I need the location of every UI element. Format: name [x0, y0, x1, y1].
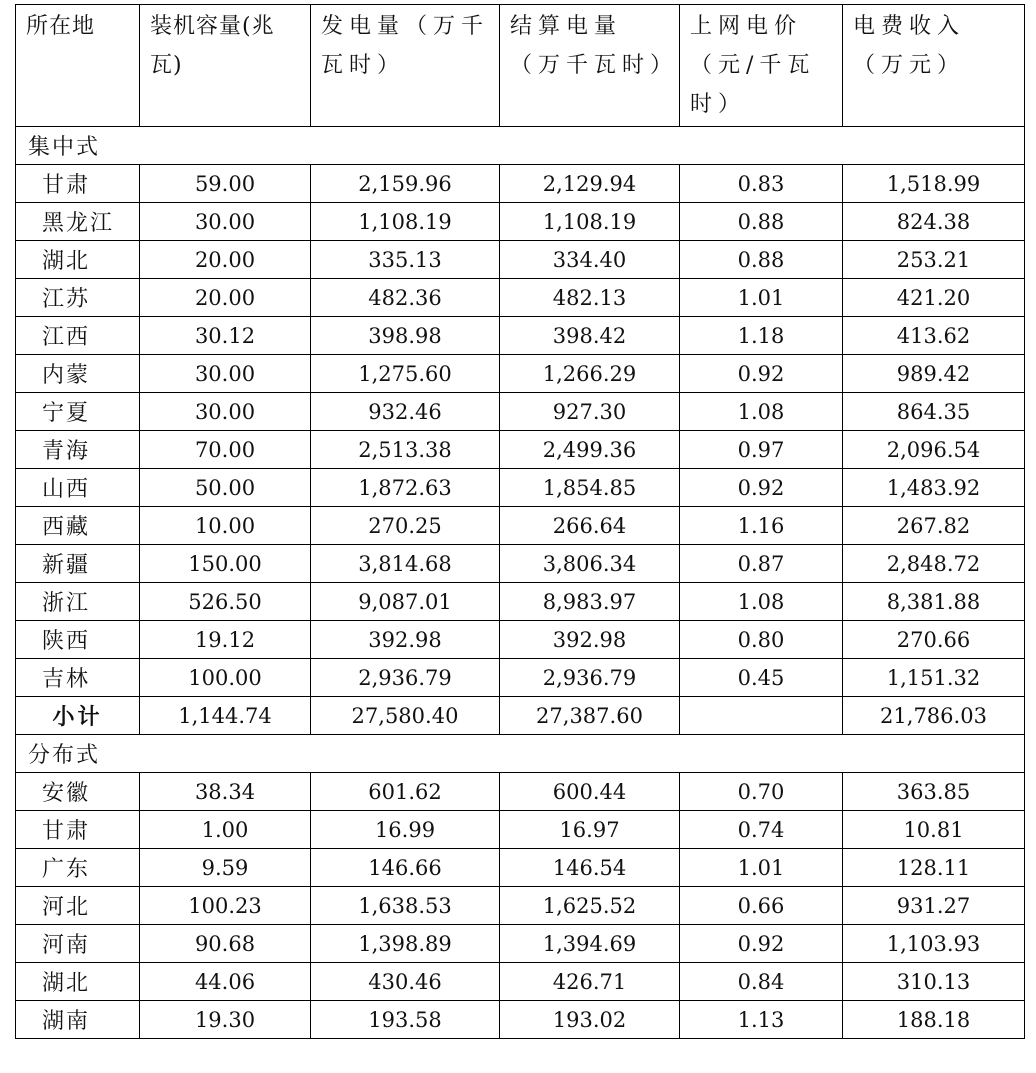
- cell-grid-price: 0.97: [680, 431, 843, 469]
- cell-grid-price: 0.88: [680, 241, 843, 279]
- cell-capacity: 44.06: [140, 963, 311, 1001]
- cell-location: 山西: [16, 469, 140, 507]
- power-station-table: [15, 4, 1025, 1039]
- cell-grid-price: 1.08: [680, 583, 843, 621]
- header-generation: 发电量（万千瓦时）: [311, 5, 500, 127]
- cell-location: 江苏: [16, 279, 140, 317]
- cell-settled-energy: 16.97: [500, 811, 680, 849]
- cell-grid-price: 1.01: [680, 279, 843, 317]
- cell-location: 江西: [16, 317, 140, 355]
- cell-settled-energy: 600.44: [500, 773, 680, 811]
- cell-settled-energy: 3,806.34: [500, 545, 680, 583]
- cell-location: 宁夏: [16, 393, 140, 431]
- table-row: [16, 811, 1025, 849]
- cell-grid-price: [680, 697, 843, 735]
- cell-generation: 482.36: [311, 279, 500, 317]
- cell-capacity: 30.12: [140, 317, 311, 355]
- cell-settled-energy: 266.64: [500, 507, 680, 545]
- cell-location: 吉林: [16, 659, 140, 697]
- cell-capacity: 150.00: [140, 545, 311, 583]
- cell-grid-price: 0.87: [680, 545, 843, 583]
- table-header-row: [16, 5, 1025, 127]
- table-body: [16, 127, 1025, 1039]
- table-row: [16, 849, 1025, 887]
- cell-location: 新疆: [16, 545, 140, 583]
- cell-capacity: 30.00: [140, 393, 311, 431]
- table-row: [16, 355, 1025, 393]
- section-distributed: [16, 735, 1025, 773]
- table-row: [16, 165, 1025, 203]
- cell-revenue: 8,381.88: [843, 583, 1025, 621]
- cell-capacity: 1.00: [140, 811, 311, 849]
- cell-settled-energy: 927.30: [500, 393, 680, 431]
- cell-generation: 193.58: [311, 1001, 500, 1039]
- header-settled-energy: 结算电量（万千瓦时）: [500, 5, 680, 127]
- cell-settled-energy: 482.13: [500, 279, 680, 317]
- cell-generation: 3,814.68: [311, 545, 500, 583]
- cell-capacity: 59.00: [140, 165, 311, 203]
- cell-revenue: 2,096.54: [843, 431, 1025, 469]
- cell-generation: 335.13: [311, 241, 500, 279]
- cell-settled-energy: 1,854.85: [500, 469, 680, 507]
- cell-grid-price: 0.92: [680, 355, 843, 393]
- cell-grid-price: 0.66: [680, 887, 843, 925]
- cell-settled-energy: 1,394.69: [500, 925, 680, 963]
- cell-grid-price: 1.13: [680, 1001, 843, 1039]
- cell-location: 西藏: [16, 507, 140, 545]
- table-row: [16, 469, 1025, 507]
- cell-location: 甘肃: [16, 811, 140, 849]
- cell-revenue: 188.18: [843, 1001, 1025, 1039]
- cell-grid-price: 0.83: [680, 165, 843, 203]
- cell-capacity: 90.68: [140, 925, 311, 963]
- cell-grid-price: 0.70: [680, 773, 843, 811]
- cell-capacity: 20.00: [140, 279, 311, 317]
- cell-settled-energy: 334.40: [500, 241, 680, 279]
- cell-settled-energy: 2,936.79: [500, 659, 680, 697]
- cell-grid-price: 0.84: [680, 963, 843, 1001]
- cell-generation: 1,108.19: [311, 203, 500, 241]
- cell-revenue: 1,103.93: [843, 925, 1025, 963]
- cell-generation: 146.66: [311, 849, 500, 887]
- cell-generation: 270.25: [311, 507, 500, 545]
- cell-revenue: 931.27: [843, 887, 1025, 925]
- cell-location: 湖北: [16, 241, 140, 279]
- cell-location: 小计: [16, 697, 140, 735]
- cell-revenue: 413.62: [843, 317, 1025, 355]
- table-row: [16, 241, 1025, 279]
- cell-settled-energy: 2,499.36: [500, 431, 680, 469]
- table-row: [16, 203, 1025, 241]
- table-row: [16, 317, 1025, 355]
- cell-generation: 16.99: [311, 811, 500, 849]
- cell-capacity: 1,144.74: [140, 697, 311, 735]
- table-row: [16, 583, 1025, 621]
- cell-capacity: 526.50: [140, 583, 311, 621]
- cell-revenue: 421.20: [843, 279, 1025, 317]
- cell-capacity: 10.00: [140, 507, 311, 545]
- cell-settled-energy: 2,129.94: [500, 165, 680, 203]
- cell-grid-price: 0.88: [680, 203, 843, 241]
- cell-generation: 2,513.38: [311, 431, 500, 469]
- cell-revenue: 267.82: [843, 507, 1025, 545]
- cell-location: 安徽: [16, 773, 140, 811]
- cell-revenue: 824.38: [843, 203, 1025, 241]
- section-centralized: [16, 127, 1025, 165]
- cell-revenue: 21,786.03: [843, 697, 1025, 735]
- table-row: [16, 659, 1025, 697]
- table-row: [16, 431, 1025, 469]
- table-row: [16, 1001, 1025, 1039]
- cell-capacity: 38.34: [140, 773, 311, 811]
- cell-settled-energy: 1,266.29: [500, 355, 680, 393]
- cell-revenue: 2,848.72: [843, 545, 1025, 583]
- cell-generation: 9,087.01: [311, 583, 500, 621]
- table-row: [16, 545, 1025, 583]
- cell-generation: 1,398.89: [311, 925, 500, 963]
- cell-capacity: 30.00: [140, 203, 311, 241]
- cell-revenue: 253.21: [843, 241, 1025, 279]
- cell-grid-price: 0.45: [680, 659, 843, 697]
- cell-revenue: 864.35: [843, 393, 1025, 431]
- table-row: [16, 507, 1025, 545]
- cell-location: 内蒙: [16, 355, 140, 393]
- cell-grid-price: 1.18: [680, 317, 843, 355]
- cell-grid-price: 0.74: [680, 811, 843, 849]
- header-revenue: 电费收入（万元）: [843, 5, 1025, 127]
- section-label: 集中式: [16, 127, 1025, 165]
- header-capacity: 装机容量(兆瓦): [140, 5, 311, 127]
- cell-capacity: 19.30: [140, 1001, 311, 1039]
- cell-capacity: 100.00: [140, 659, 311, 697]
- cell-generation: 398.98: [311, 317, 500, 355]
- cell-location: 河南: [16, 925, 140, 963]
- cell-capacity: 70.00: [140, 431, 311, 469]
- cell-generation: 2,936.79: [311, 659, 500, 697]
- cell-revenue: 989.42: [843, 355, 1025, 393]
- cell-grid-price: 1.16: [680, 507, 843, 545]
- cell-revenue: 270.66: [843, 621, 1025, 659]
- cell-location: 青海: [16, 431, 140, 469]
- section-label: 分布式: [16, 735, 1025, 773]
- subtotal-row: [16, 697, 1025, 735]
- cell-grid-price: 0.92: [680, 469, 843, 507]
- header-grid-price: 上网电价（元/千瓦时）: [680, 5, 843, 127]
- cell-settled-energy: 27,387.60: [500, 697, 680, 735]
- table-row: [16, 621, 1025, 659]
- cell-location: 河北: [16, 887, 140, 925]
- cell-revenue: 310.13: [843, 963, 1025, 1001]
- cell-settled-energy: 398.42: [500, 317, 680, 355]
- cell-location: 陕西: [16, 621, 140, 659]
- cell-settled-energy: 392.98: [500, 621, 680, 659]
- cell-settled-energy: 8,983.97: [500, 583, 680, 621]
- cell-generation: 430.46: [311, 963, 500, 1001]
- cell-grid-price: 1.01: [680, 849, 843, 887]
- cell-revenue: 363.85: [843, 773, 1025, 811]
- cell-settled-energy: 193.02: [500, 1001, 680, 1039]
- cell-revenue: 128.11: [843, 849, 1025, 887]
- cell-location: 湖南: [16, 1001, 140, 1039]
- cell-settled-energy: 146.54: [500, 849, 680, 887]
- cell-capacity: 20.00: [140, 241, 311, 279]
- header-location: 所在地: [16, 5, 140, 127]
- cell-grid-price: 0.92: [680, 925, 843, 963]
- cell-capacity: 30.00: [140, 355, 311, 393]
- cell-generation: 27,580.40: [311, 697, 500, 735]
- table-row: [16, 393, 1025, 431]
- table-row: [16, 887, 1025, 925]
- cell-generation: 1,275.60: [311, 355, 500, 393]
- cell-generation: 2,159.96: [311, 165, 500, 203]
- cell-location: 湖北: [16, 963, 140, 1001]
- cell-revenue: 1,151.32: [843, 659, 1025, 697]
- cell-capacity: 19.12: [140, 621, 311, 659]
- cell-generation: 392.98: [311, 621, 500, 659]
- cell-generation: 1,872.63: [311, 469, 500, 507]
- cell-grid-price: 1.08: [680, 393, 843, 431]
- cell-location: 浙江: [16, 583, 140, 621]
- cell-generation: 932.46: [311, 393, 500, 431]
- cell-settled-energy: 426.71: [500, 963, 680, 1001]
- table-row: [16, 279, 1025, 317]
- cell-settled-energy: 1,108.19: [500, 203, 680, 241]
- cell-revenue: 1,518.99: [843, 165, 1025, 203]
- table-row: [16, 925, 1025, 963]
- cell-revenue: 1,483.92: [843, 469, 1025, 507]
- cell-generation: 601.62: [311, 773, 500, 811]
- cell-capacity: 50.00: [140, 469, 311, 507]
- cell-generation: 1,638.53: [311, 887, 500, 925]
- cell-settled-energy: 1,625.52: [500, 887, 680, 925]
- cell-revenue: 10.81: [843, 811, 1025, 849]
- table-row: [16, 963, 1025, 1001]
- cell-location: 广东: [16, 849, 140, 887]
- cell-location: 甘肃: [16, 165, 140, 203]
- cell-location: 黑龙江: [16, 203, 140, 241]
- table-row: [16, 773, 1025, 811]
- cell-capacity: 100.23: [140, 887, 311, 925]
- cell-grid-price: 0.80: [680, 621, 843, 659]
- cell-capacity: 9.59: [140, 849, 311, 887]
